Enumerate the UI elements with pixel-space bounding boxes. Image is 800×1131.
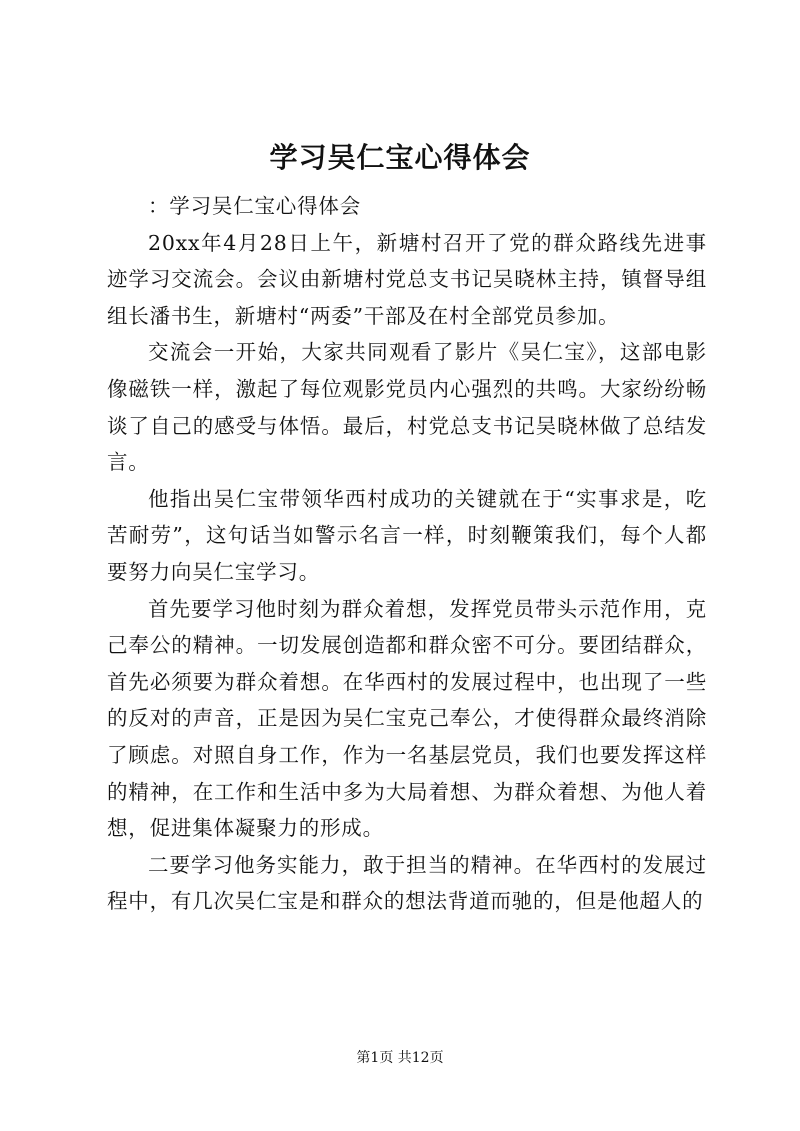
document-body: [107, 188, 707, 920]
paragraph-first-lesson: 首先要学习他时刻为群众着想，发挥党员带头示范作用，克己奉公的精神。一切发展创造都和群众密不可分。要团结群众，首先必须要为群众着想。在华西村的发展过程中，也出现了一些的反对的声音，正是因为吴仁宝克己奉公，才使得群众最终消除了顾虑。对照自身工作，作为一名基层党员，我们也要发挥这样的精神，在工作和生活中多为大局着想、为群众着想、为他人着想，促进集体凝聚力的形成。: [107, 596, 707, 841]
paragraph-film: 交流会一开始，大家共同观看了影片《吴仁宝》，这部电影像磁铁一样，激起了每位观影党员内心强烈的共鸣。大家纷纷畅谈了自己的感受与体悟。最后，村党总支书记吴晓林做了总结发言。: [107, 340, 707, 475]
paragraph-second-lesson: 二要学习他务实能力，敢于担当的精神。在华西村的发展过程中，有几次吴仁宝是和群众的想法背道而驰的，但是他超人的: [107, 852, 707, 914]
paragraph-subtitle: ：学习吴仁宝心得体会: [148, 194, 361, 218]
page-number-footer: 第1页 共12页: [356, 1050, 444, 1066]
document-title: 学习吴仁宝心得体会: [269, 141, 531, 174]
paragraph-key-success: 他指出吴仁宝带领华西村成功的关键就在于“实事求是，吃苦耐劳”，这句话当如警示名言一样，时刻鞭策我们，每个人都要努力向吴仁宝学习。: [107, 486, 707, 584]
paragraph-meeting: 20xx年4月28日上午，新塘村召开了党的群众路线先进事迹学习交流会。会议由新塘村党总支书记吴晓林主持，镇督导组组长潘书生，新塘村“两委”干部及在村全部党员参加。: [107, 230, 707, 328]
